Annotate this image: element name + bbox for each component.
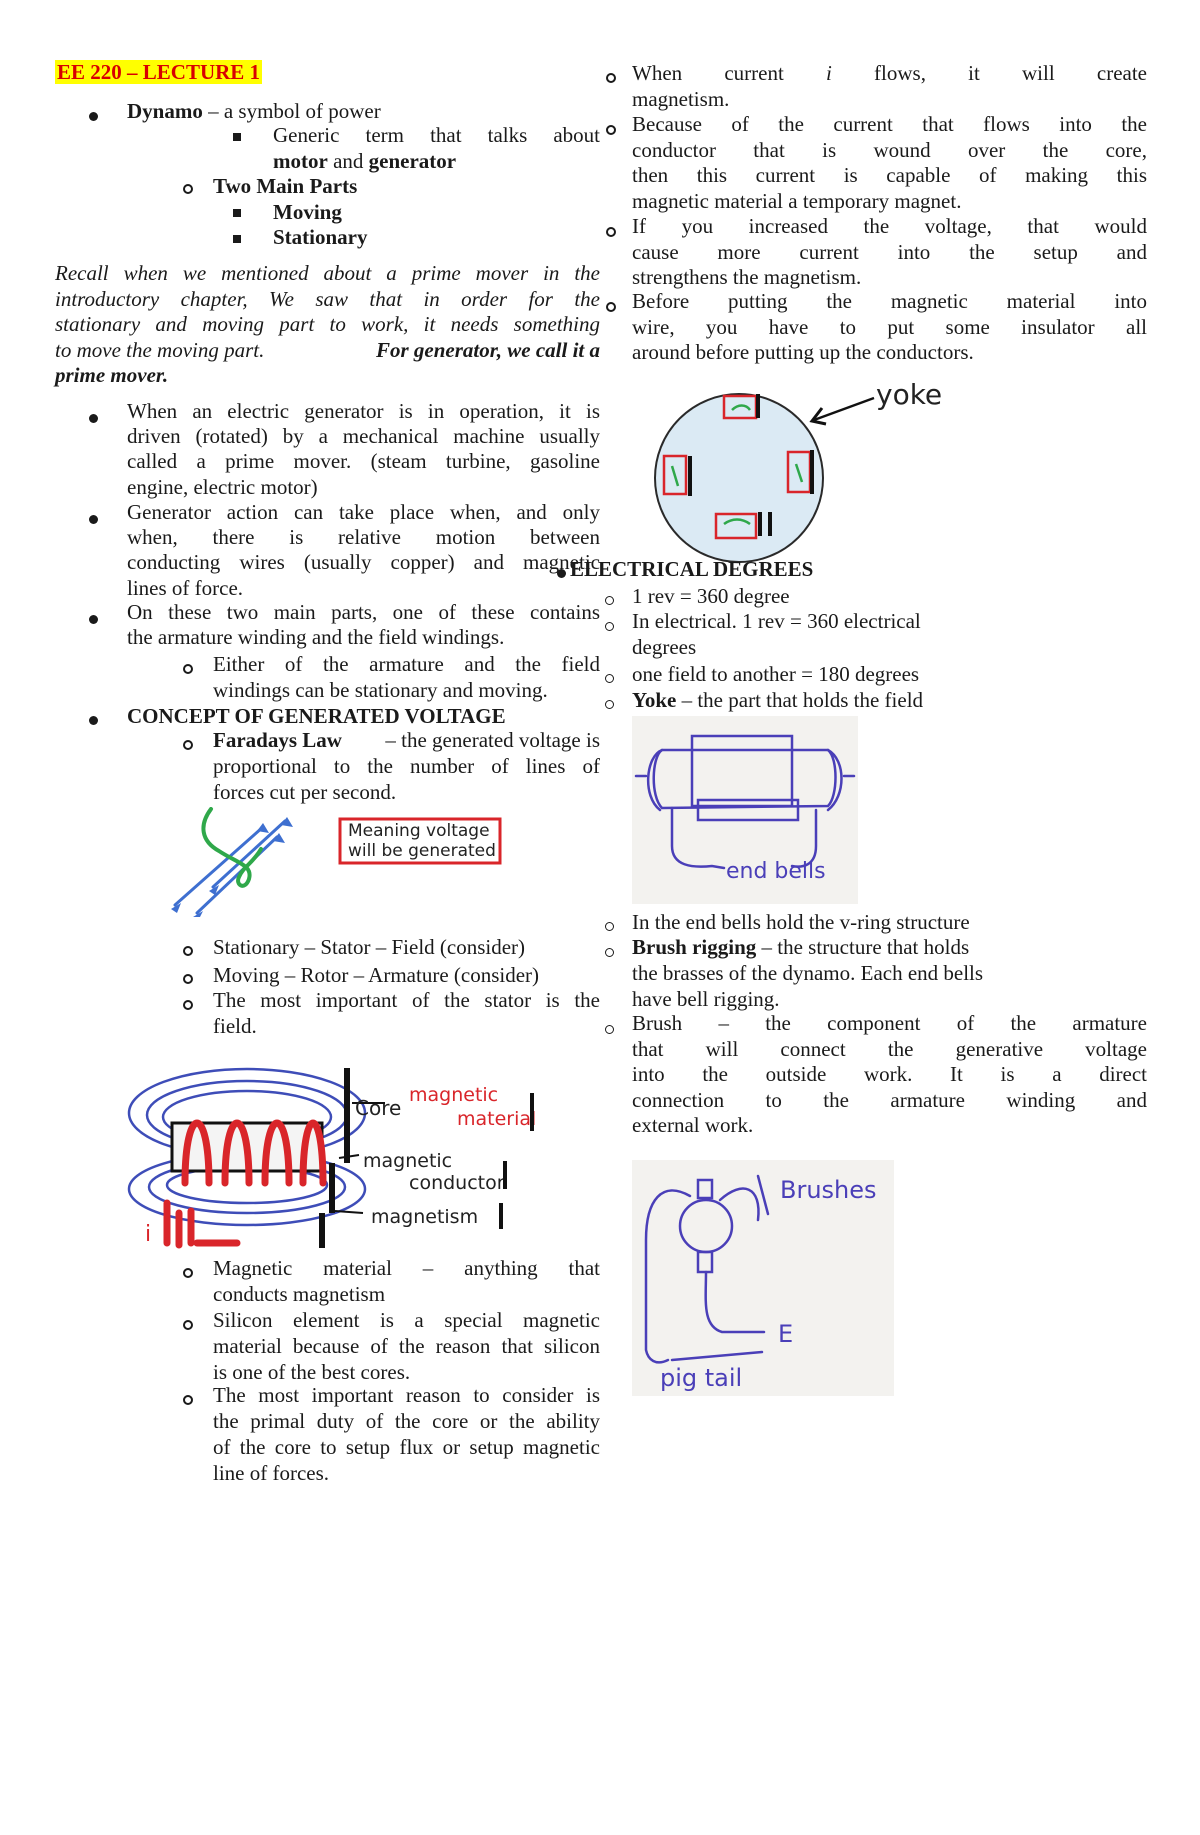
- faraday-note-line1: Meaning voltage: [348, 821, 490, 841]
- page-title: EE 220 – LECTURE 1: [57, 60, 261, 84]
- rev-line: 1 rev = 360 degree: [632, 584, 790, 608]
- material-label: material: [457, 1108, 537, 1130]
- voltage-paragraph: If you increased the voltage, that would cause more current into the setup and strengthens the magnetism.: [632, 214, 1147, 290]
- magnetic2-label: magnetic: [363, 1150, 453, 1172]
- pig-tail-label: pig tail: [660, 1364, 743, 1392]
- electrical-heading: ELECTRICAL DEGREES: [570, 557, 814, 581]
- current-label: i: [145, 1222, 152, 1247]
- generic-line-2: motor and generator: [273, 149, 457, 173]
- two-main-parts: Two Main Parts: [213, 174, 358, 198]
- yoke-sketch: [654, 378, 954, 578]
- end-bells-sketch: [632, 716, 858, 904]
- recall-paragraph: Recall when we mentioned about a prime mover in the introductory chapter, We saw that in order for the stationary and moving part to work, it needs something to move the moving part. For generator, we call it a prime mover.: [55, 261, 600, 387]
- before-paragraph: Before putting the magnetic material into wire, you have to put some insulator all around before putting up the conductors.: [632, 289, 1147, 365]
- current-paragraph: When current i flows, it will create magnetism.: [632, 61, 1147, 111]
- elec-paragraph: In electrical. 1 rev = 360 electrical degrees: [632, 609, 921, 659]
- generic-line-1: Generic term that talks about: [273, 123, 600, 147]
- field-line: one field to another = 180 degrees: [632, 662, 920, 686]
- magnetism-label: magnetism: [371, 1206, 479, 1228]
- important-paragraph: The most important of the stator is the field.: [213, 988, 600, 1038]
- parts-paragraph: On these two main parts, one of these contains the armature winding and the field windings.: [127, 600, 600, 650]
- reason-paragraph: The most important reason to consider is the primal duty of the core or the ability of the core to setup flux or setup magnetic line of forces.: [213, 1383, 600, 1485]
- magnetic-label: magnetic: [409, 1084, 499, 1106]
- endbells-line: In the end bells hold the v-ring structure: [632, 910, 970, 934]
- operation-paragraph: When an electric generator is in operation, it is driven (rotated) by a mechanical machine usually called a prime mover. (steam turbine, gasoline engine, electric motor): [127, 399, 600, 499]
- action-paragraph: Generator action can take place when, and only when, there is relative motion between conducting wires (usually copper) and magnetic lines of force.: [127, 500, 600, 600]
- magmat-paragraph: Magnetic material – anything that conducts magnetism: [213, 1256, 600, 1306]
- brushes-label: Brushes: [780, 1176, 877, 1204]
- stationary-label: Stationary: [273, 225, 368, 249]
- faraday-note-line2: will be generated: [348, 841, 496, 861]
- yoke-line: Yoke – the part that holds the field: [632, 688, 924, 712]
- coil-sketch: [127, 1063, 567, 1258]
- brushes-sketch: [632, 1160, 894, 1396]
- stator-line: Stationary – Stator – Field (consider): [213, 935, 526, 959]
- brush-paragraph: Brush – the component of the armature that will connect the generative voltage into the outside work. It is a direct connection to the armature winding and external work.: [632, 1011, 1147, 1138]
- concept-heading: CONCEPT OF GENERATED VOLTAGE: [127, 704, 506, 728]
- faraday-sketch: [165, 807, 505, 917]
- core-label: Core: [355, 1096, 402, 1120]
- either-paragraph: Either of the armature and the field windings can be stationary and moving.: [213, 652, 600, 702]
- silicon-paragraph: Silicon element is a special magnetic material because of the reason that silicon is one of the best cores.: [213, 1308, 600, 1384]
- moving-label: Moving: [273, 200, 342, 224]
- e-label: E: [778, 1320, 794, 1348]
- yoke-label: yoke: [876, 378, 943, 411]
- conductor-label: conductor: [409, 1172, 505, 1194]
- faraday-paragraph: Faradays Law – the generated voltage is proportional to the number of lines of forces cut per second.: [213, 728, 600, 804]
- because-paragraph: Because of the current that flows into the conductor that is wound over the core, then this current is capable of making this magnetic material a temporary magnet.: [632, 112, 1147, 213]
- end-bells-label: end bells: [726, 859, 826, 884]
- rotor-line: Moving – Rotor – Armature (consider): [213, 963, 540, 987]
- dynamo-line: Dynamo – a symbol of power: [127, 99, 381, 123]
- brush-rigging-paragraph: Brush rigging – the structure that holds the brasses of the dynamo. Each end bells have bell rigging.: [632, 935, 984, 1011]
